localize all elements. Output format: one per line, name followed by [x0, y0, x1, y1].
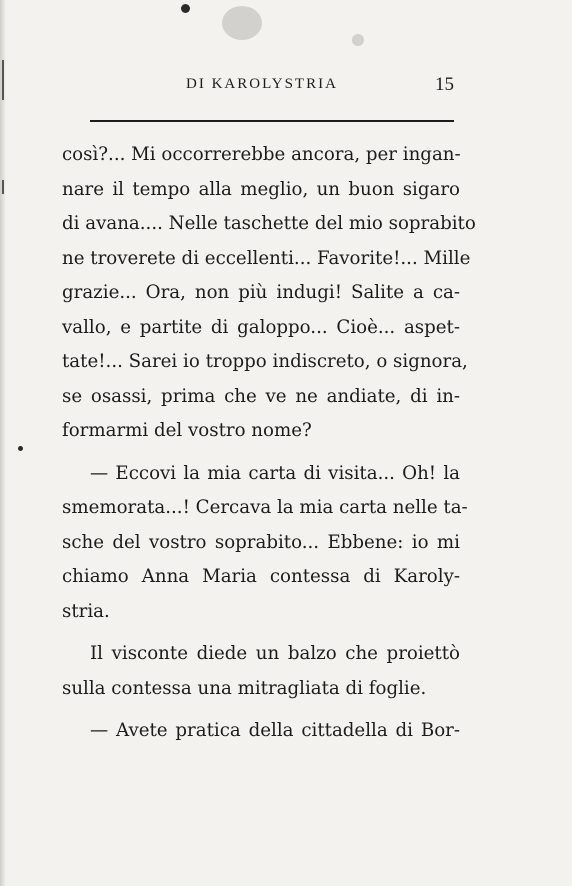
- paper-stain: [222, 6, 262, 40]
- text-line: stria.: [62, 600, 110, 622]
- text-line: nare il tempo alla meglio, un buon sigaro: [62, 178, 460, 200]
- text-line: chiamo Anna Maria contessa di Karoly-: [62, 566, 460, 587]
- text-line: sche del vostro soprabito... Ebbene: io mi: [62, 531, 460, 553]
- text-line: così?... Mi occorrerebbe ancora, per ingan-: [62, 144, 461, 165]
- text-line: tate!... Sarei io troppo indiscreto, o signora,: [62, 351, 468, 372]
- text-line: vallo, e partite di galoppo... Cioè... aspet-: [62, 316, 460, 338]
- running-title: DI KAROLYSTRIA: [186, 76, 338, 92]
- header-rule: [90, 120, 454, 122]
- text-line: Il visconte diede un balzo che proiettò: [90, 643, 460, 664]
- body-text: [62, 138, 476, 749]
- text-line: se osassi, prima che ve ne andiate, di in-: [62, 385, 460, 407]
- text-line: grazie... Ora, non più indugi! Salite a ca-: [62, 282, 460, 303]
- text-line: sulla contessa una mitragliata di foglie.: [62, 677, 427, 699]
- page-header: [90, 76, 460, 100]
- ink-spot: [18, 446, 23, 451]
- page-number: 15: [435, 74, 454, 95]
- text-line: — Avete pratica della cittadella di Bor-: [90, 720, 460, 741]
- text-line: smemorata...! Cercava la mia carta nelle ta-: [62, 497, 468, 518]
- text-line: formarmi del vostro nome?: [62, 420, 312, 441]
- paper-stain: [352, 34, 364, 46]
- text-line: ne troverete di eccellenti... Favorite!... Mille: [62, 247, 471, 269]
- text-line: di avana.... Nelle taschette del mio soprabito: [62, 213, 476, 234]
- text-line: — Eccovi la mia carta di visita... Oh! la: [90, 462, 460, 484]
- edge-mark: [2, 180, 4, 194]
- edge-mark: [2, 60, 4, 100]
- gutter-shadow: [0, 0, 6, 886]
- ink-spot: [181, 4, 190, 13]
